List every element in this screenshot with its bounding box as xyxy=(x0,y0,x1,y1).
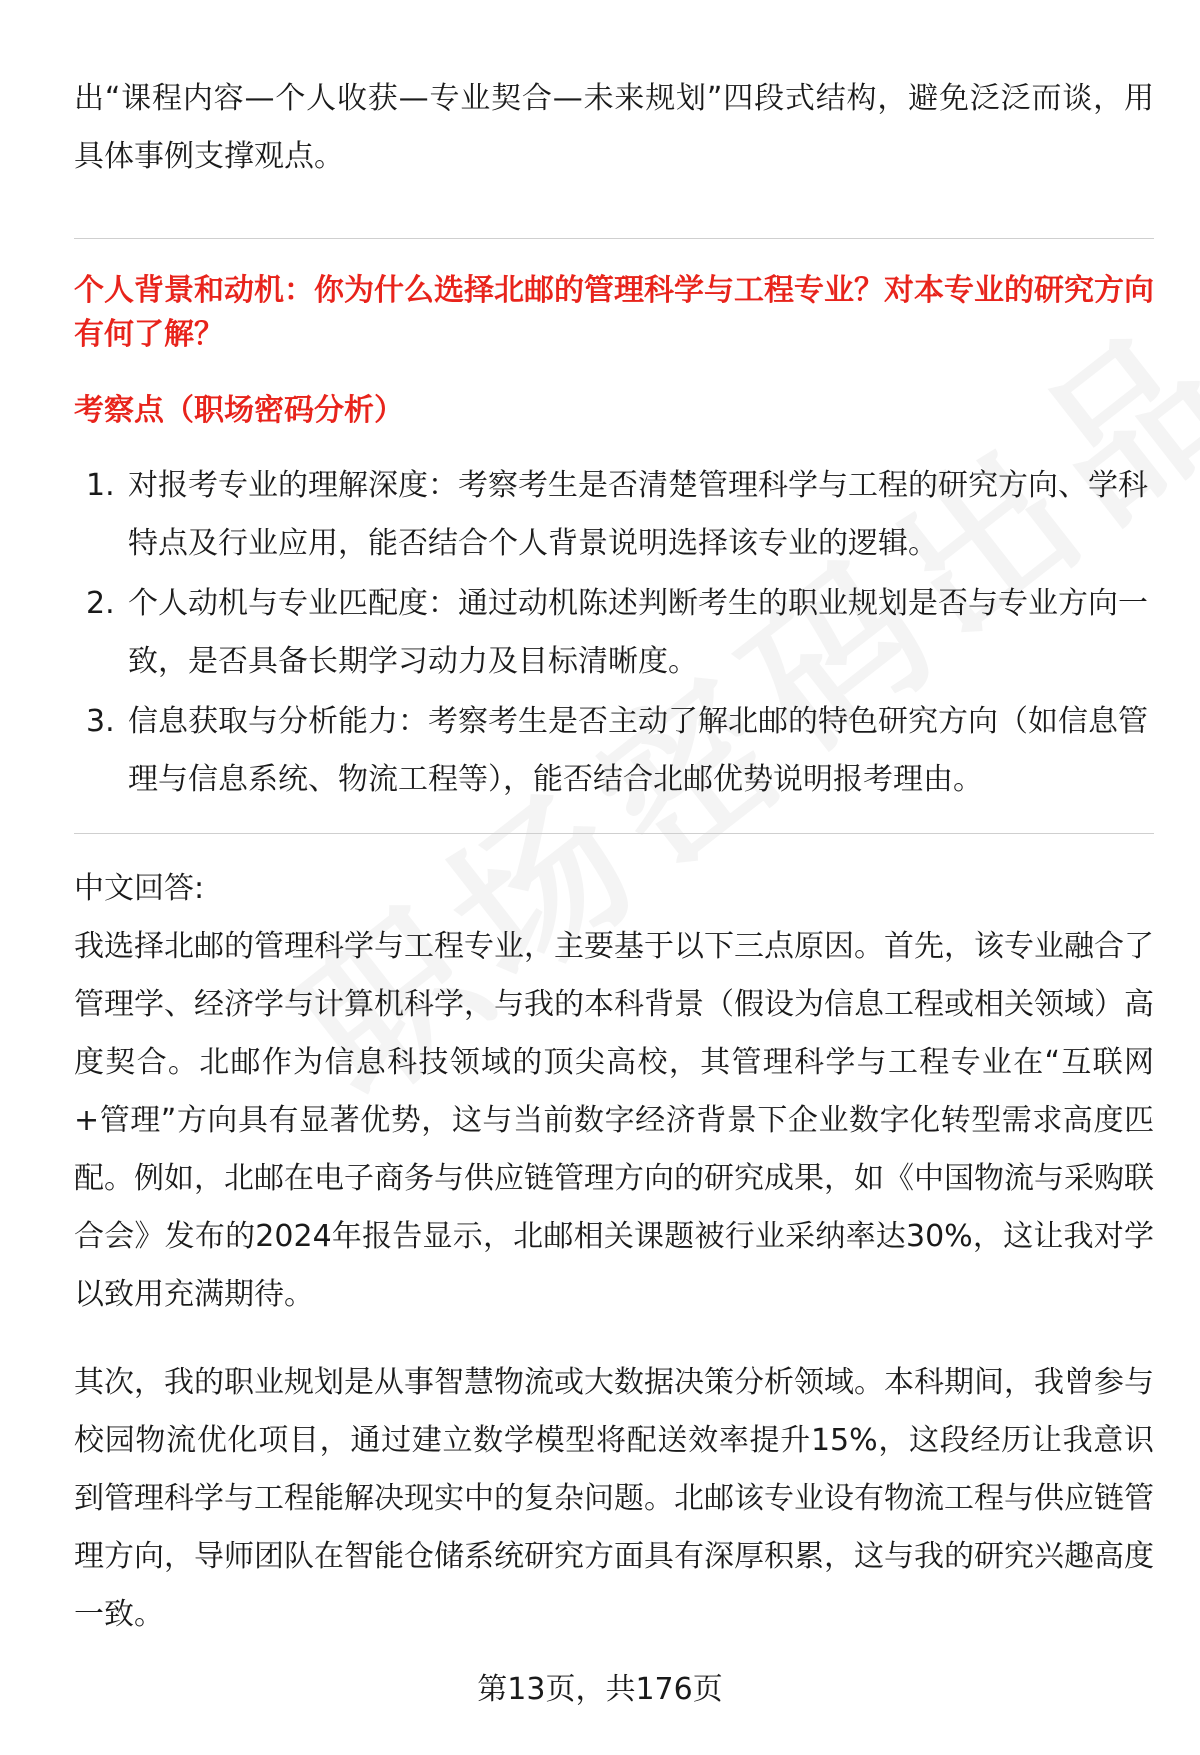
intro-paragraph: 出“课程内容—个人收获—专业契合—未来规划”四段式结构，避免泛泛而谈，用具体事例支撑观点。 xyxy=(74,81,1154,174)
question-heading: 个人背景和动机：你为什么选择北邮的管理科学与工程专业？对本专业的研究方向有何了解？ xyxy=(74,273,1154,352)
section-divider xyxy=(74,238,1154,239)
list-item-text: 对报考专业的理解深度：考察考生是否清楚管理科学与工程的研究方向、学科特点及行业应用，能否结合个人背景说明选择该专业的逻辑。 xyxy=(128,468,1148,561)
answer-label: 中文回答: xyxy=(74,871,205,906)
list-item-text: 信息获取与分析能力：考察考生是否主动了解北邮的特色研究方向（如信息管理与信息系统、物流工程等），能否结合北邮优势说明报考理由。 xyxy=(128,704,1148,797)
list-item-number: 2. xyxy=(86,586,115,621)
list-item-number: 3. xyxy=(86,704,115,739)
section-divider xyxy=(74,833,1154,834)
answer-paragraph-1: 我选择北邮的管理科学与工程专业，主要基于以下三点原因。首先，该专业融合了管理学、经济学与计算机科学，与我的本科背景（假设为信息工程或相关领域）高度契合。北邮作为信息科技领域的顶尖高校，其管理科学与工程专业在“互联网+管理”方向具有显著优势，这与当前数字经济背景下企业数字化转型需求高度匹配。例如，北邮在电子商务与供应链管理方向的研究成果，如《中国物流与采购联合会》发布的2024年报告显示，北邮相关课题被行业采纳率达30%，这让我对学以致用充满期待。 xyxy=(74,929,1154,1312)
list-item xyxy=(74,457,1154,573)
assessment-points-list xyxy=(74,457,1154,809)
list-item-number: 1. xyxy=(86,468,115,503)
list-item xyxy=(74,693,1154,809)
list-item-text: 个人动机与专业匹配度：通过动机陈述判断考生的职业规划是否与专业方向一致，是否具备长期学习动力及目标清晰度。 xyxy=(128,586,1148,679)
answer-paragraph-2: 其次，我的职业规划是从事智慧物流或大数据决策分析领域。本科期间，我曾参与校园物流优化项目，通过建立数学模型将配送效率提升15%，这段经历让我意识到管理科学与工程能解决现实中的复杂问题。北邮该专业设有物流工程与供应链管理方向，导师团队在智能仓储系统研究方面具有深厚积累，这与我的研究兴趣高度一致。 xyxy=(74,1365,1154,1632)
document-page xyxy=(74,70,1154,1644)
assessment-heading: 考察点（职场密码分析） xyxy=(74,393,404,428)
page-number-footer: 第13页，共176页 xyxy=(477,1672,723,1707)
list-item xyxy=(74,575,1154,691)
